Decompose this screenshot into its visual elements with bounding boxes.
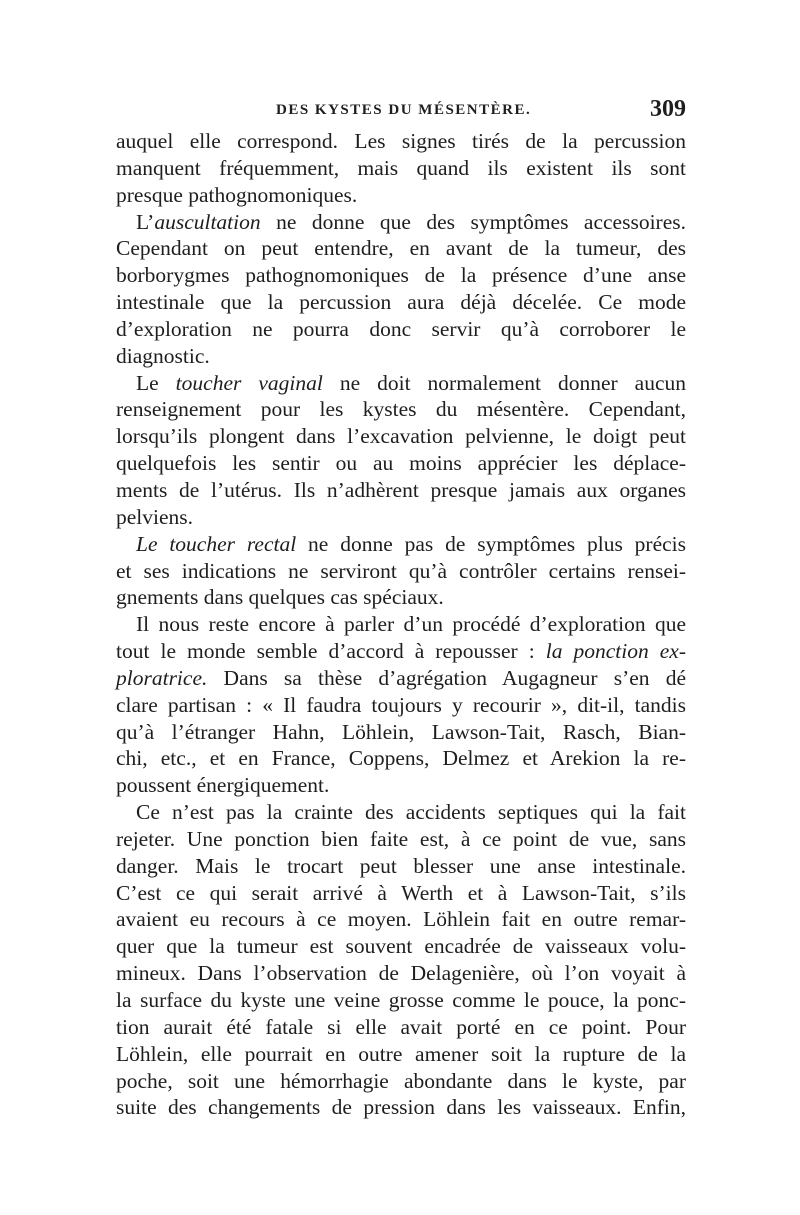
text-segment: Le [136, 370, 176, 395]
text-line [116, 558, 686, 585]
text-line [116, 826, 686, 853]
text-segment: manquent fréquemment, mais quand ils existent ils sont [116, 155, 686, 180]
text-segment: presque pathognomoniques. [116, 182, 358, 207]
text-segment: Cependant on peut entendre, en avant de la tumeur, des [116, 236, 686, 261]
italic-term: auscultation [154, 209, 261, 234]
text-line [116, 772, 686, 799]
text-line [116, 450, 686, 477]
text-line [116, 1014, 686, 1041]
text-segment: ne donne pas de symptômes plus précis [296, 531, 686, 556]
text-segment: clare partisan : « Il faudra toujours y recourir », dit-il, tandis [116, 692, 686, 717]
text-line [116, 906, 686, 933]
text-segment: intestinale que la percussion aura déjà décelée. Ce mode [116, 290, 686, 315]
text-line [116, 960, 686, 987]
text-segment: avaient eu recours à ce moyen. Löhlein fait en outre remar- [116, 907, 686, 932]
text-line [116, 477, 686, 504]
text-line [116, 987, 686, 1014]
text-segment: C’est ce qui serait arrivé à Werth et à Lawson-Tait, s’ils [116, 880, 686, 905]
text-segment: tion aurait été fatale si elle avait porté en ce point. Pour [116, 1014, 686, 1039]
text-segment: et ses indications ne serviront qu’à contrôler certains rensei- [116, 558, 686, 583]
text-line [116, 853, 686, 880]
text-line [116, 933, 686, 960]
text-line [116, 423, 686, 450]
text-segment: gnements dans quelques cas spéciaux. [116, 585, 444, 610]
text-line [116, 209, 686, 236]
text-line [116, 638, 686, 665]
body-text [116, 128, 686, 1121]
text-line [116, 799, 686, 826]
text-segment: mineux. Dans l’observation de Delagenière, où l’on voyait à [116, 961, 686, 986]
text-line [116, 316, 686, 343]
text-line [116, 692, 686, 719]
running-head [116, 96, 686, 126]
text-segment: ne donne que des symptômes accessoires. [260, 209, 686, 234]
text-line [116, 289, 686, 316]
text-line [116, 880, 686, 907]
italic-term: ploratrice. [116, 665, 208, 690]
text-segment: tout le monde semble d’accord à repousser : [116, 639, 546, 664]
text-segment: ments de l’utérus. Ils n’adhèrent presque jamais aux organes [116, 477, 686, 502]
text-line [116, 531, 686, 558]
text-line [116, 370, 686, 397]
text-line [116, 1041, 686, 1068]
text-segment: Dans sa thèse d’agrégation Augagneur s’en dé [207, 665, 686, 690]
text-line [116, 611, 686, 638]
text-line [116, 396, 686, 423]
text-line [116, 155, 686, 182]
text-segment: danger. Mais le trocart peut blesser une anse intestinale. [116, 853, 686, 878]
text-segment: auquel elle correspond. Les signes tirés de la percussion [116, 129, 686, 153]
text-segment: suite des changements de pression dans les vaisseaux. Enfin, [116, 1095, 686, 1120]
text-line [116, 1094, 686, 1121]
text-segment: renseignement pour les kystes du mésentère. Cependant, [116, 397, 686, 422]
italic-term: la ponction ex- [545, 639, 686, 664]
italic-term: Le toucher rectal [136, 531, 297, 556]
text-line [116, 665, 686, 692]
text-segment: Löhlein, elle pourrait en outre amener soit la rupture de la [116, 1041, 686, 1066]
text-segment: ne doit normalement donner aucun [322, 370, 686, 395]
text-segment: chi, etc., et en France, Coppens, Delmez et Arekion la re- [116, 746, 686, 771]
text-segment: poussent énergiquement. [116, 773, 330, 798]
text-line [116, 128, 686, 155]
text-line [116, 719, 686, 746]
text-line [116, 504, 686, 531]
text-segment: Il nous reste encore à parler d’un procédé d’exploration que [136, 612, 686, 637]
page-number: 309 [650, 96, 686, 122]
text-line [116, 1068, 686, 1095]
running-title: DES KYSTES DU MÉSENTÈRE. [276, 102, 532, 118]
text-segment: pelviens. [116, 504, 194, 529]
text-segment: diagnostic. [116, 343, 210, 368]
text-segment: quer que la tumeur est souvent encadrée de vaisseaux volu- [116, 934, 686, 959]
text-segment: quelquefois les sentir ou au moins apprécier les déplace- [116, 451, 686, 476]
text-segment: lorsqu’ils plongent dans l’excavation pelvienne, le doigt peut [116, 424, 686, 449]
text-segment: la surface du kyste une veine grosse comme le pouce, la ponc- [116, 988, 686, 1012]
text-segment: Ce n’est pas la crainte des accidents septiques qui la fait [136, 800, 686, 825]
text-line [116, 235, 686, 262]
text-segment: borborygmes pathognomoniques de la présence d’une anse [116, 263, 686, 288]
text-segment: qu’à l’étranger Hahn, Löhlein, Lawson-Tait, Rasch, Bian- [116, 719, 686, 744]
text-line [116, 182, 686, 209]
text-line [116, 262, 686, 289]
text-line [116, 343, 686, 370]
italic-term: toucher vaginal [175, 370, 323, 395]
text-segment: rejeter. Une ponction bien faite est, à ce point de vue, sans [116, 826, 686, 851]
text-segment: poche, soit une hémorrhagie abondante dans le kyste, par [116, 1068, 686, 1093]
text-line [116, 584, 686, 611]
text-segment: d’exploration ne pourra donc servir qu’à corroborer le [116, 316, 686, 341]
text-segment: L’ [136, 209, 155, 234]
text-line [116, 745, 686, 772]
